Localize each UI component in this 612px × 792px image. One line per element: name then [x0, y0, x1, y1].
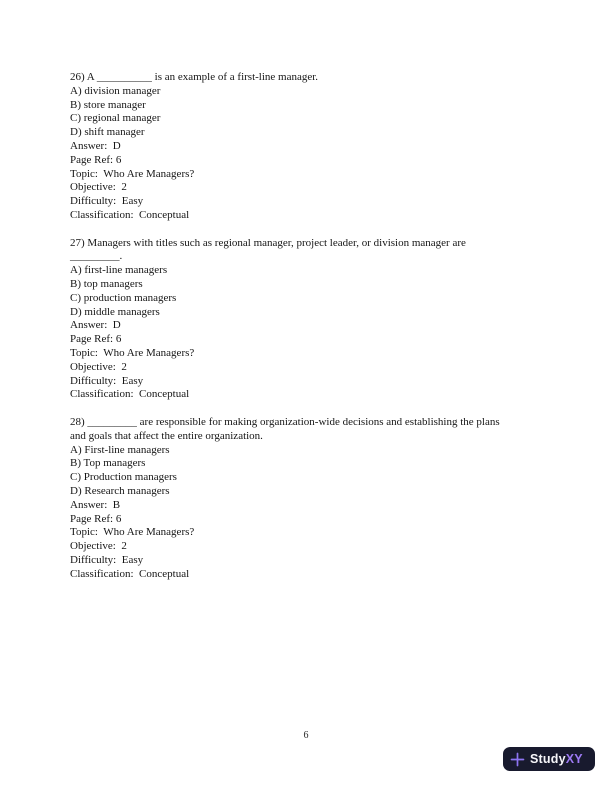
option-line: B) top managers	[70, 277, 143, 290]
option-line: C) regional manager	[70, 112, 161, 125]
meta-line-objective: Objective: 2	[70, 360, 127, 373]
option-line: A) division manager	[70, 84, 161, 97]
meta-line-page-ref: Page Ref: 6	[70, 153, 122, 166]
meta-line-topic: Topic: Who Are Managers?	[70, 526, 195, 539]
option-line: C) production managers	[70, 291, 177, 304]
meta-line-answer: Answer: D	[70, 139, 121, 152]
option-line: D) shift manager	[70, 126, 145, 139]
option-line: B) store manager	[70, 98, 146, 111]
brand-name-primary: Study	[530, 752, 566, 766]
option-line: C) Production managers	[70, 471, 177, 484]
question-text-line: and goals that affect the entire organization.	[70, 429, 263, 442]
meta-line-objective: Objective: 2	[70, 540, 127, 553]
question-text-line: 28) _________ are responsible for making organization-wide decisions and establishing the plans	[70, 415, 500, 428]
option-line: B) Top managers	[70, 457, 146, 470]
plus-icon	[510, 752, 525, 767]
question-text-line: 26) A __________ is an example of a first-line manager.	[70, 71, 319, 83]
meta-line-difficulty: Difficulty: Easy	[70, 195, 144, 208]
meta-line-page-ref: Page Ref: 6	[70, 333, 122, 346]
meta-line-page-ref: Page Ref: 6	[70, 512, 122, 525]
meta-line-answer: Answer: D	[70, 319, 121, 332]
meta-line-topic: Topic: Who Are Managers?	[70, 167, 195, 180]
brand-wordmark	[530, 752, 583, 766]
option-line: D) middle managers	[70, 305, 160, 318]
question-block-27	[70, 237, 548, 403]
meta-line-answer: Answer: B	[70, 498, 121, 511]
meta-line-classification: Classification: Conceptual	[70, 567, 190, 580]
meta-line-difficulty: Difficulty: Easy	[70, 374, 144, 387]
question-text-line: 27) Managers with titles such as regional manager, project leader, or division manager are	[70, 236, 466, 249]
studyxy-logo[interactable]	[503, 747, 595, 771]
question-text-line: _________.	[70, 250, 123, 263]
meta-line-objective: Objective: 2	[70, 181, 127, 194]
question-block-26	[70, 71, 548, 223]
option-line: D) Research managers	[70, 484, 170, 497]
question-list	[70, 71, 548, 595]
meta-line-classification: Classification: Conceptual	[70, 208, 190, 221]
meta-line-classification: Classification: Conceptual	[70, 388, 190, 401]
brand-name-accent: XY	[565, 752, 583, 766]
page-number: 6	[303, 730, 309, 741]
option-line: A) First-line managers	[70, 443, 170, 456]
meta-line-difficulty: Difficulty: Easy	[70, 553, 144, 566]
question-block-28	[70, 416, 548, 582]
meta-line-topic: Topic: Who Are Managers?	[70, 346, 195, 359]
option-line: A) first-line managers	[70, 264, 168, 277]
